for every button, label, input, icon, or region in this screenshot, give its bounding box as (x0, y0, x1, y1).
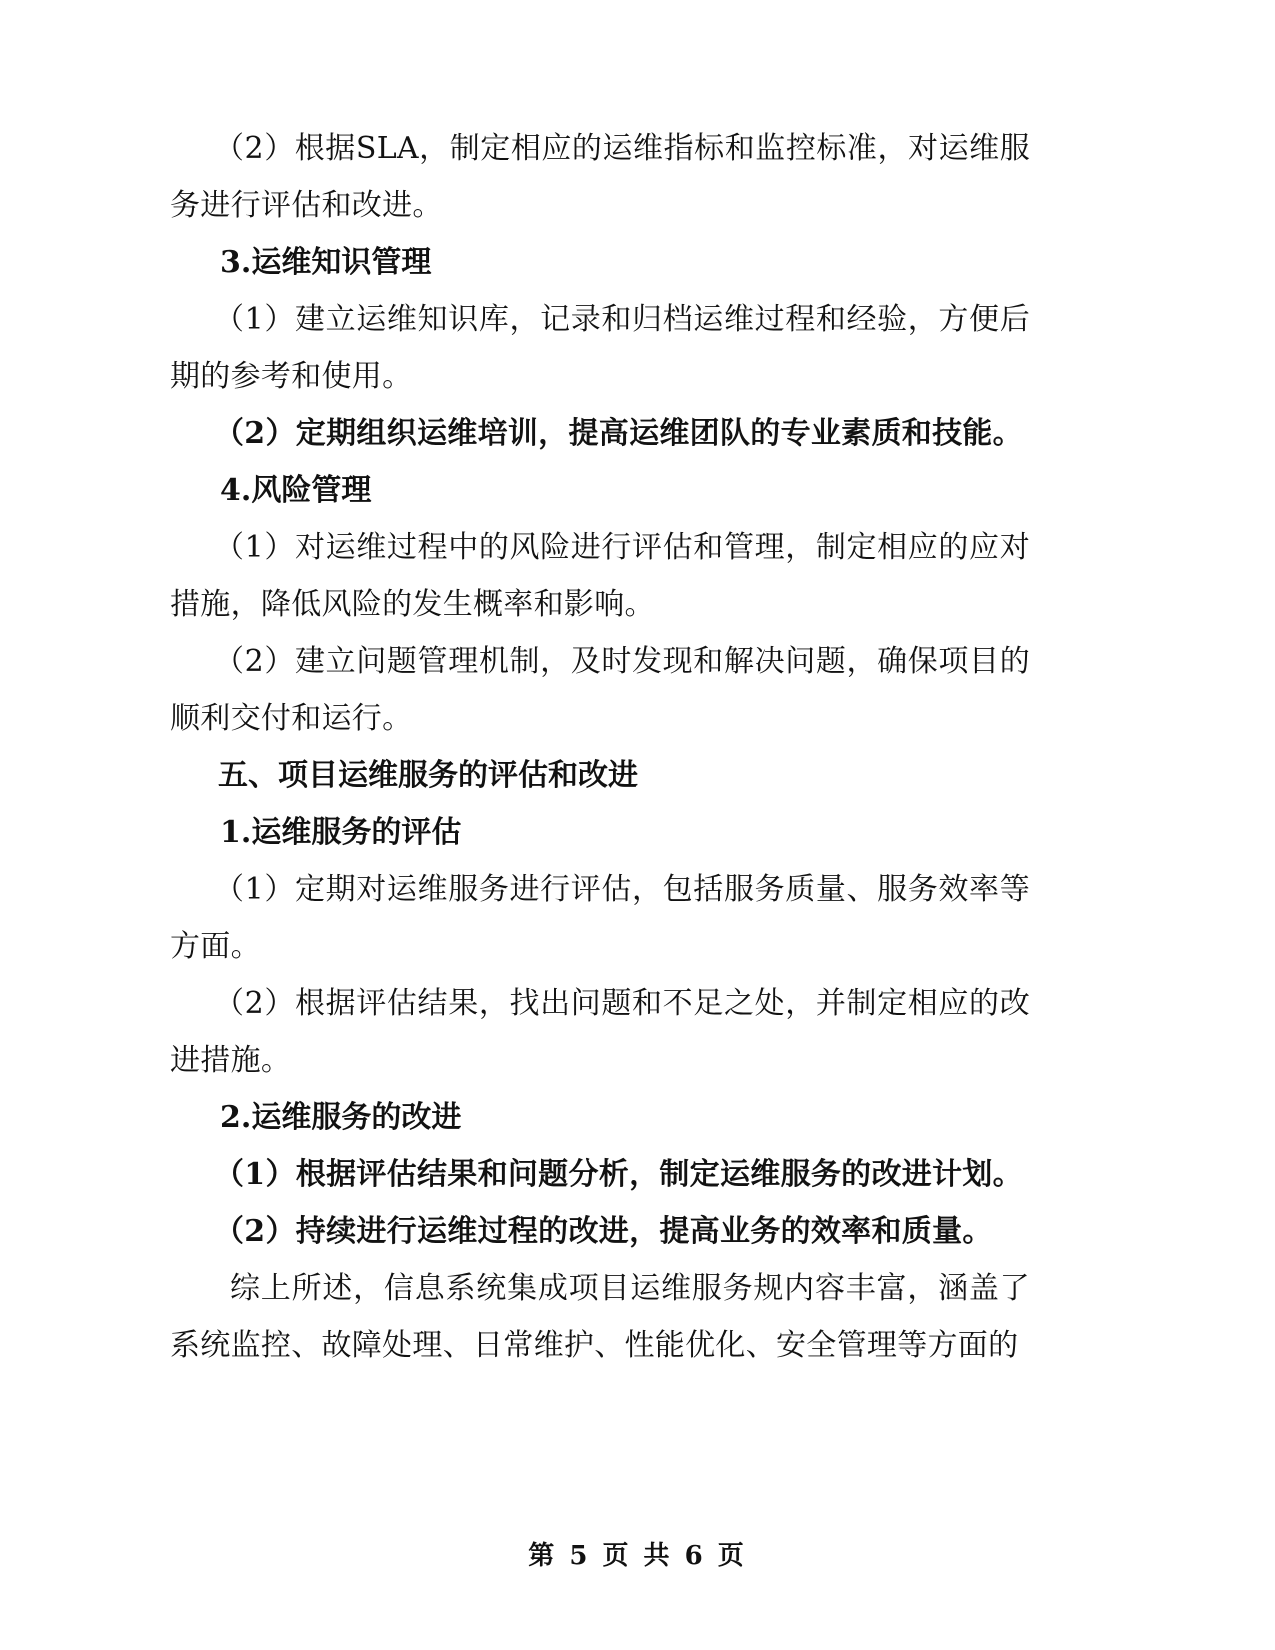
section-heading: 1.运维服务的评估 (220, 815, 462, 850)
paragraph: （2）建立问题管理机制，及时发现和解决问题，确保项目的顺利交付和运行。 (170, 644, 1030, 736)
paragraph: （1）对运维过程中的风险进行评估和管理，制定相应的应对措施，降低风险的发生概率和影响。 (170, 530, 1030, 622)
paragraph: （2）根据评估结果，找出问题和不足之处，并制定相应的改进措施。 (170, 986, 1030, 1078)
paragraph: （1）定期对运维服务进行评估，包括服务质量、服务效率等方面。 (170, 872, 1030, 964)
paragraph: （1）建立运维知识库，记录和归档运维过程和经验，方便后期的参考和使用。 (170, 302, 1030, 394)
section-heading-main: 五、项目运维服务的评估和改进 (218, 758, 638, 793)
paragraph: （2）持续进行运维过程的改进，提高业务的效率和质量。 (214, 1214, 993, 1249)
section-heading: 4.风险管理 (220, 473, 372, 508)
paragraph: （2）定期组织运维培训，提高运维团队的专业素质和技能。 (214, 416, 1023, 451)
section-heading: 3.运维知识管理 (220, 245, 432, 280)
paragraph: （2）根据SLA，制定相应的运维指标和监控标准，对运维服务进行评估和改进。 (170, 131, 1030, 223)
document-body (170, 120, 1030, 1374)
page-footer: 第 5 页 共 6 页 (528, 1541, 747, 1571)
section-heading: 2.运维服务的改进 (220, 1100, 462, 1135)
paragraph: 综上所述，信息系统集成项目运维服务规内容丰富，涵盖了系统监控、故障处理、日常维护、性能优化、安全管理等方面的 (170, 1271, 1030, 1363)
paragraph: （1）根据评估结果和问题分析，制定运维服务的改进计划。 (214, 1157, 1023, 1192)
